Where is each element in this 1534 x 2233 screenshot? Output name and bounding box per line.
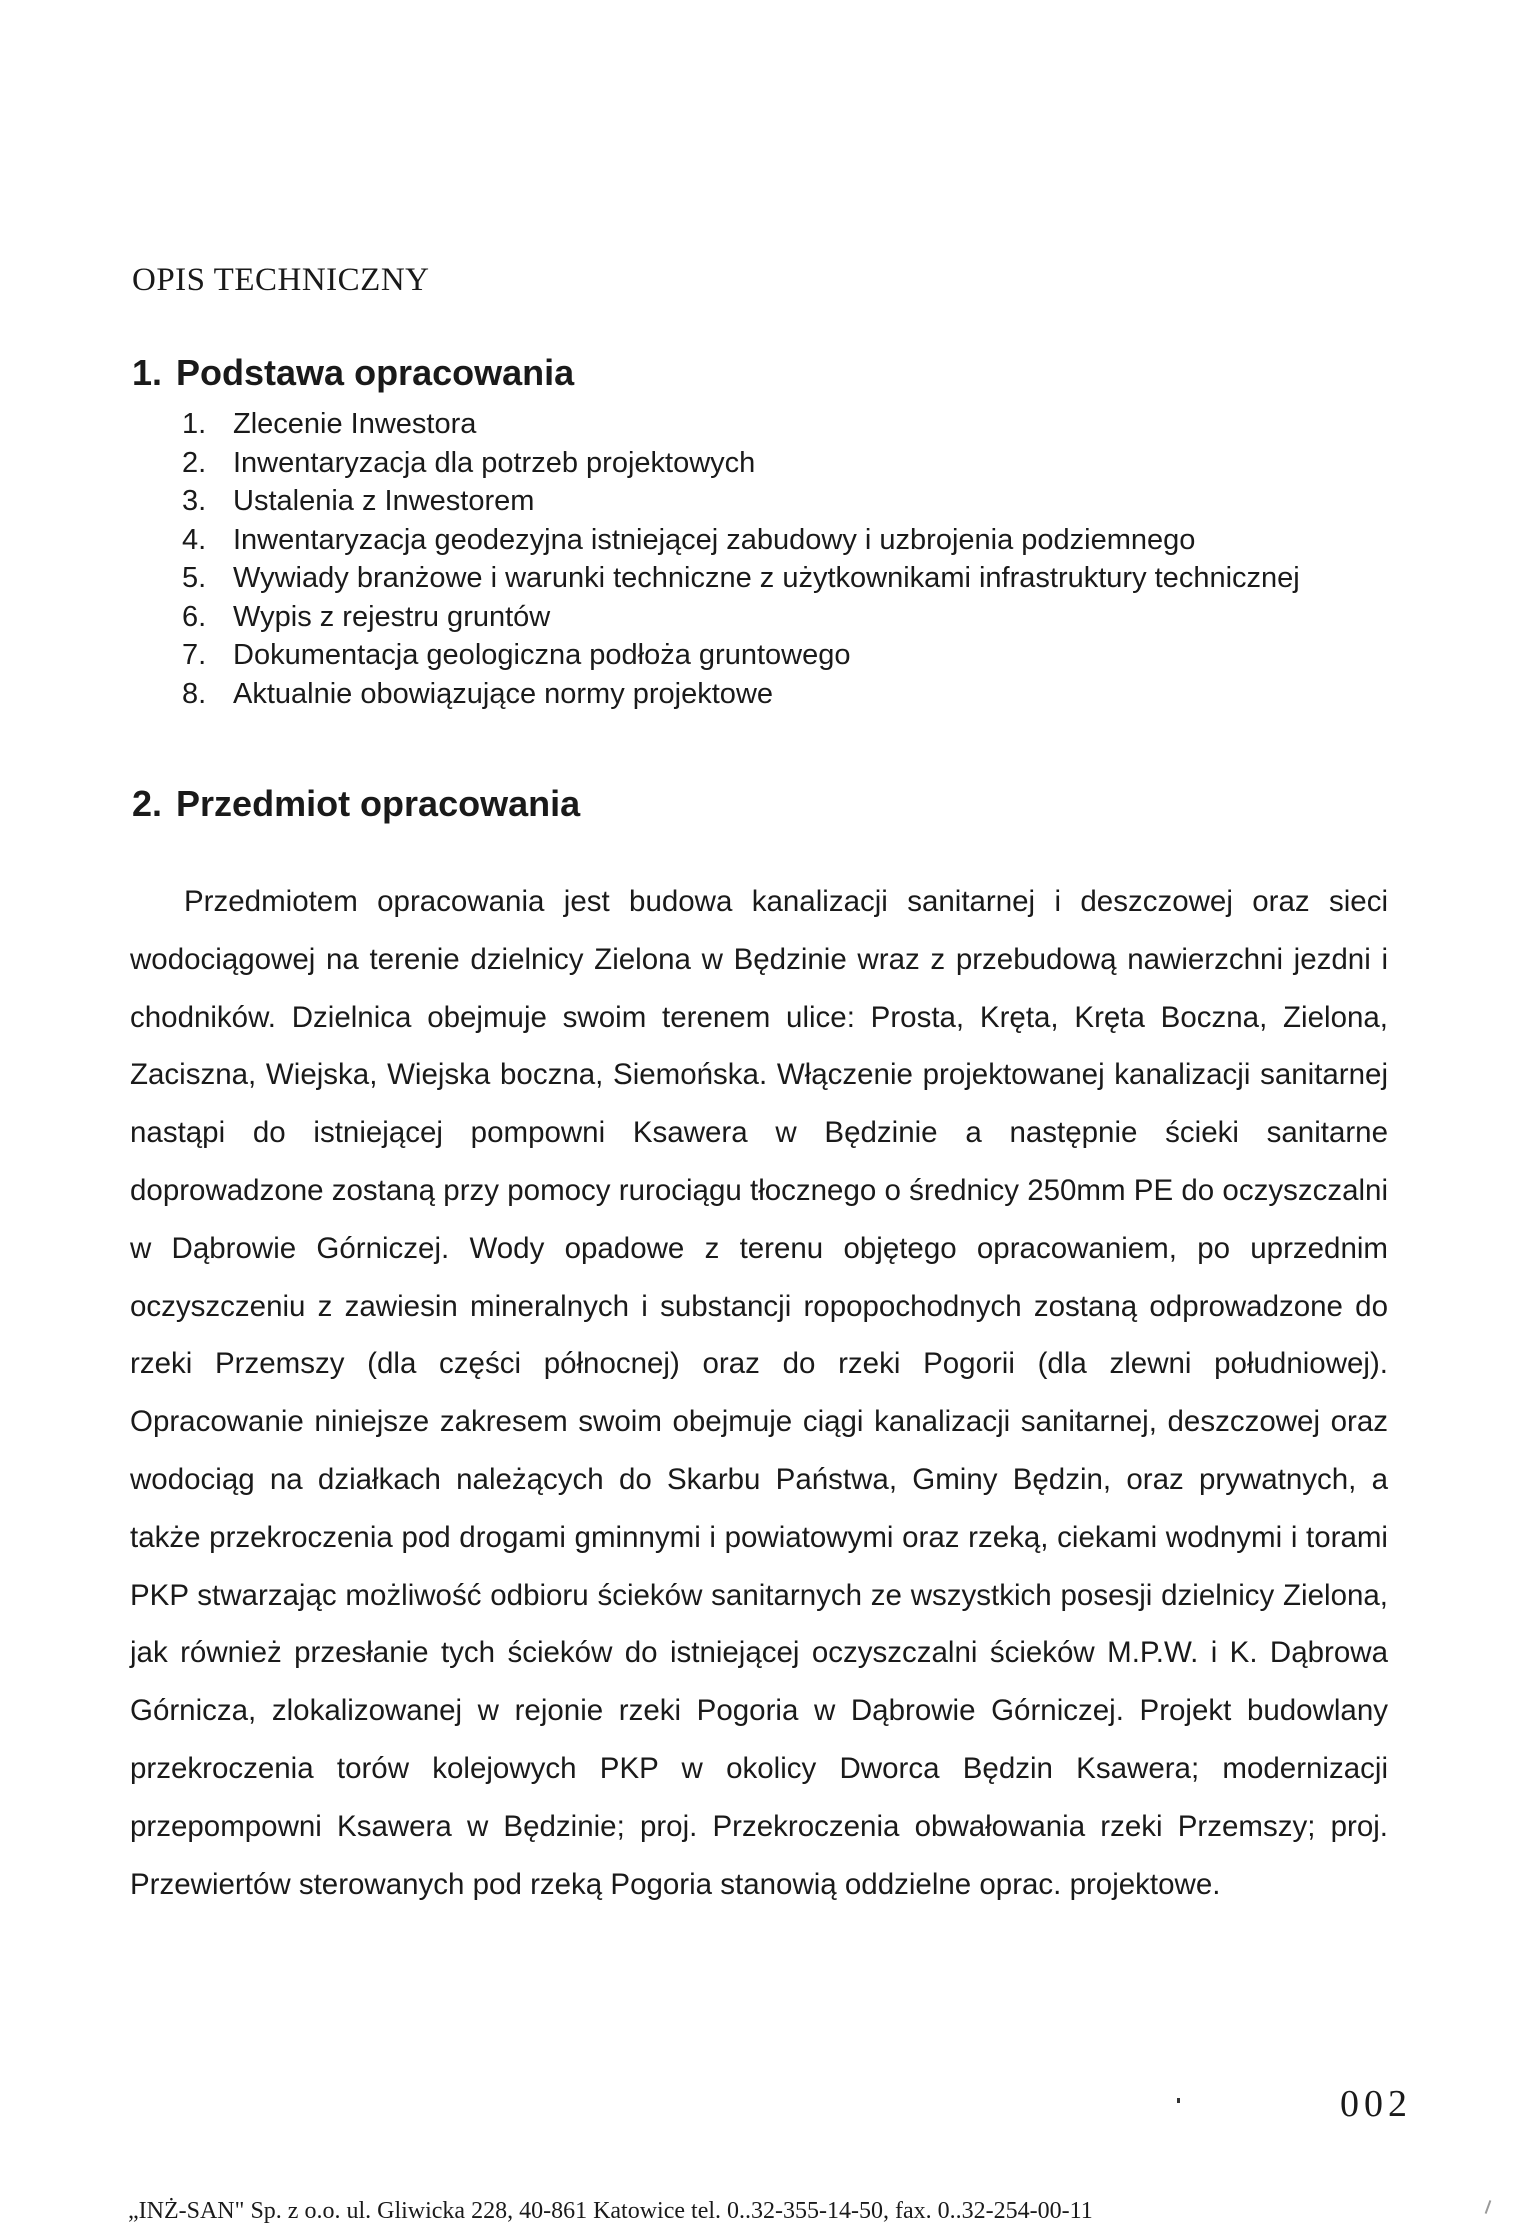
section-1-number: 1. bbox=[132, 352, 163, 393]
list-item-text: Zlecenie Inwestora bbox=[233, 408, 477, 440]
list-item-number: 2. bbox=[182, 446, 207, 479]
list-item bbox=[182, 675, 1300, 714]
list-item-number: 4. bbox=[182, 523, 207, 556]
list-item bbox=[182, 444, 1300, 483]
list-item-number: 3. bbox=[182, 485, 207, 517]
scan-edge-mark bbox=[1485, 2200, 1492, 2214]
section-2-title: Przedmiot opracowania bbox=[176, 783, 581, 824]
section-1-title: Podstawa opracowania bbox=[176, 352, 575, 393]
company-footer: „INŻ-SAN" Sp. z o.o. ul. Gliwicka 228, 40-861 Katowice tel. 0..32-355-14-50, fax. 0..32-254-00-11 bbox=[128, 2198, 1093, 2224]
list-item-number: 1. bbox=[182, 408, 207, 440]
list-item-number: 8. bbox=[182, 677, 207, 710]
list-item-text: Inwentaryzacja geodezyjna istniejącej zabudowy i uzbrojenia podziemnego bbox=[233, 523, 1196, 556]
basis-list bbox=[182, 405, 1300, 713]
list-item-number: 5. bbox=[182, 562, 207, 594]
section-2-number: 2. bbox=[132, 783, 163, 824]
list-item bbox=[182, 559, 1300, 598]
document-title: OPIS TECHNICZNY bbox=[132, 262, 430, 298]
list-item-text: Wypis z rejestru gruntów bbox=[233, 600, 551, 633]
page-number: 002 bbox=[1340, 2083, 1412, 2125]
list-item-text: Aktualnie obowiązujące normy projektowe bbox=[233, 677, 774, 710]
list-item-text: Ustalenia z Inwestorem bbox=[233, 485, 535, 517]
list-item-number: 7. bbox=[182, 639, 207, 671]
list-item bbox=[182, 598, 1300, 637]
list-item-number: 6. bbox=[182, 600, 207, 633]
list-item bbox=[182, 521, 1300, 560]
section-1-heading bbox=[132, 352, 574, 394]
list-item-text: Wywiady branżowe i warunki techniczne z użytkownikami infrastruktury technicznej bbox=[233, 562, 1300, 594]
section-2-heading bbox=[132, 783, 580, 825]
list-item bbox=[182, 636, 1300, 675]
scan-speck bbox=[1177, 2098, 1180, 2103]
list-item-text: Inwentaryzacja dla potrzeb projektowych bbox=[233, 446, 756, 479]
section-2-paragraph: Przedmiotem opracowania jest budowa kanalizacji sanitarnej i deszczowej oraz sieci wodociągowej na terenie dzielnicy Zielona w Będzinie wraz z przebudową nawierzchni jezdni i chodników. Dzielnica obejmuje swoim terenem ulice: Prosta, Kręta, Kręta Boczna, Zielona, Zaciszna, Wiejska, Wiejska boczna, Siemońska. Włączenie projektowanej kanalizacji sanitarnej nastąpi do istniejącej pompowni Ksawera w Będzinie a następnie ścieki sanitarne doprowadzone zostaną przy pomocy rurociągu tłocznego o średnicy 250mm PE do oczyszczalni w Dąbrowie Górniczej. Wody opadowe z terenu objętego opracowaniem, po uprzednim oczyszczeniu z zawiesin mineralnych i substancji ropopochodnych zostaną odprowadzone do rzeki Przemszy (dla części północnej) oraz do rzeki Pogorii (dla zlewni południowej). Opracowanie niniejsze zakresem swoim obejmuje ciągi kanalizacji sanitarnej, deszczowej oraz wodociąg na działkach należących do Skarbu Państwa, Gminy Będzin, oraz prywatnych, a także przekroczenia pod drogami gminnymi i powiatowymi oraz rzeką, ciekami wodnymi i torami PKP stwarzając możliwość odbioru ścieków sanitarnych ze wszystkich posesji dzielnicy Zielona, jak również przesłanie tych ścieków do istniejącej oczyszczalni ścieków M.P.W. i K. Dąbrowa Górnicza, zlokalizowanej w rejonie rzeki Pogoria w Dąbrowie Górniczej. Projekt budowlany przekroczenia torów kolejowych PKP w okolicy Dworca Będzin Ksawera; modernizacji przepompowni Ksawera w Będzinie; proj. Przekroczenia obwałowania rzeki Przemszy; proj. Przewiertów sterowanych pod rzeką Pogoria stanowią oddzielne oprac. projektowe. bbox=[130, 885, 1388, 1901]
list-item-text: Dokumentacja geologiczna podłoża gruntowego bbox=[233, 639, 851, 671]
list-item bbox=[182, 405, 1300, 444]
list-item bbox=[182, 482, 1300, 521]
